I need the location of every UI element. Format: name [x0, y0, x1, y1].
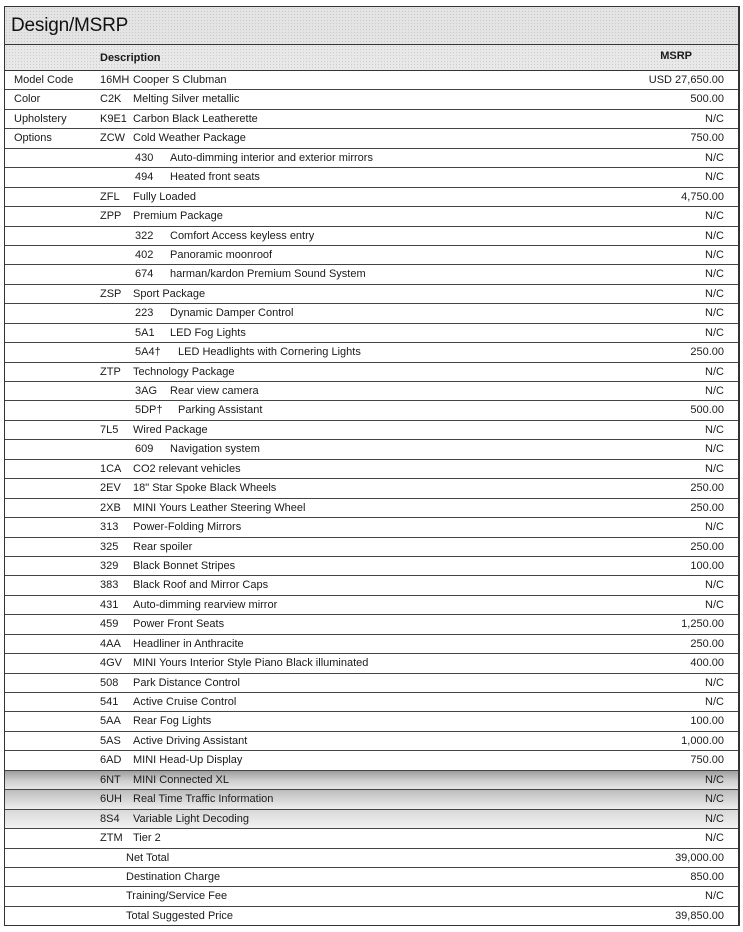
row-option-code: 5AS: [100, 734, 121, 747]
table-row: [5, 576, 738, 595]
row-option-code: 4AA: [100, 637, 121, 650]
row-description: 18" Star Spoke Black Wheels: [133, 482, 277, 495]
row-msrp: 750.00: [690, 754, 724, 767]
table-row: [5, 712, 738, 731]
table-row: [5, 810, 738, 829]
row-option-code: ZTM: [100, 832, 123, 845]
row-option-code: 494: [135, 171, 154, 184]
row-msrp: N/C: [705, 268, 724, 281]
row-msrp: 250.00: [690, 540, 724, 553]
row-option-code: 329: [100, 559, 119, 572]
total-label: Total Suggested Price: [126, 909, 234, 922]
row-description: Rear spoiler: [133, 540, 193, 553]
row-msrp: N/C: [705, 385, 724, 397]
row-msrp: N/C: [705, 171, 724, 184]
table-row: [5, 421, 738, 440]
table-row: [5, 285, 738, 304]
row-description: MINI Yours Leather Steering Wheel: [133, 501, 306, 514]
table-row: [5, 596, 738, 615]
row-description: MINI Yours Interior Style Piano Black illuminated: [133, 657, 369, 670]
row-description: Park Distance Control: [133, 676, 240, 689]
row-option-code: 16MH: [100, 74, 130, 86]
page-title: Design/MSRP: [11, 14, 129, 36]
row-option-code: 674: [135, 268, 154, 281]
table-row: [5, 460, 738, 479]
row-category: Color: [14, 93, 41, 106]
row-msrp: 500.00: [690, 404, 724, 417]
row-description: Real Time Traffic Information: [133, 793, 274, 806]
row-description: Carbon Black Leatherette: [133, 112, 258, 125]
row-option-code: 2EV: [100, 482, 121, 495]
row-msrp: 250.00: [690, 482, 724, 495]
row-option-code: 322: [135, 229, 154, 242]
row-msrp: N/C: [705, 793, 724, 806]
row-option-code: 431: [100, 598, 119, 611]
row-msrp: 1,000.00: [681, 734, 724, 747]
row-description: Tier 2: [133, 832, 161, 845]
row-msrp: N/C: [705, 598, 724, 611]
table-row: [5, 129, 738, 148]
row-option-code: 6UH: [100, 793, 123, 806]
row-option-code: ZPP: [100, 210, 122, 223]
table-row: [5, 188, 738, 207]
row-option-code: 325: [100, 540, 119, 553]
column-header-description: Description: [100, 52, 161, 64]
row-msrp: N/C: [705, 423, 724, 436]
column-header-row: [5, 45, 738, 71]
row-description: Heated front seats: [170, 171, 260, 184]
row-description: Technology Package: [133, 365, 235, 378]
row-option-code: 3AG: [135, 385, 158, 397]
table-row: [5, 615, 738, 634]
row-option-code: 541: [100, 696, 119, 708]
table-row: [5, 499, 738, 518]
table-row: [5, 693, 738, 712]
row-msrp: N/C: [705, 229, 724, 242]
row-category: Model Code: [14, 74, 74, 86]
row-option-code: 609: [135, 443, 154, 456]
row-description: MINI Connected XL: [133, 773, 229, 786]
row-msrp: N/C: [705, 579, 724, 592]
row-option-code: 402: [135, 248, 154, 261]
total-msrp: 850.00: [690, 870, 724, 883]
table-row: [5, 363, 738, 382]
table-row: [5, 829, 738, 848]
total-label: Destination Charge: [126, 870, 221, 883]
table-row: [5, 732, 738, 751]
line-items: [5, 71, 738, 925]
table-row: [5, 654, 738, 673]
row-description: Comfort Access keyless entry: [170, 229, 315, 242]
row-option-code: 313: [100, 521, 119, 534]
table-row: [5, 90, 738, 109]
row-option-code: ZFL: [100, 190, 120, 203]
row-msrp: N/C: [705, 832, 724, 845]
table-row: [5, 538, 738, 557]
row-description: Active Driving Assistant: [133, 734, 248, 747]
row-description: Dynamic Damper Control: [170, 307, 294, 320]
row-msrp: N/C: [705, 112, 724, 125]
row-option-code: C2K: [100, 93, 122, 106]
table-row: [5, 343, 738, 362]
row-option-code: 5A4†: [135, 346, 161, 359]
total-msrp: N/C: [705, 890, 724, 903]
total-row: [5, 887, 738, 906]
row-msrp: N/C: [705, 812, 724, 825]
row-option-code: 383: [100, 579, 119, 592]
row-description: Parking Assistant: [178, 404, 263, 417]
table-row: [5, 557, 738, 576]
row-description: Cold Weather Package: [133, 132, 246, 145]
row-category: Options: [14, 132, 52, 145]
row-option-code: ZCW: [100, 132, 126, 145]
row-description: Variable Light Decoding: [133, 812, 249, 825]
row-description: Rear view camera: [170, 385, 259, 397]
row-option-code: 430: [135, 151, 154, 164]
row-msrp: 250.00: [690, 346, 724, 359]
total-row: [5, 868, 738, 887]
table-row: [5, 71, 738, 90]
row-msrp: N/C: [705, 696, 724, 708]
total-msrp: 39,850.00: [675, 909, 724, 922]
row-category: Upholstery: [14, 112, 67, 125]
row-option-code: ZSP: [100, 287, 122, 300]
row-option-code: 4GV: [100, 657, 123, 670]
total-label: Training/Service Fee: [126, 890, 228, 903]
row-option-code: 223: [135, 307, 154, 320]
table-row: [5, 382, 738, 401]
table-row: [5, 304, 738, 323]
row-option-code: 1CA: [100, 462, 122, 475]
row-description: CO2 relevant vehicles: [133, 462, 241, 475]
table-row: [5, 401, 738, 420]
row-description: Panoramic moonroof: [170, 248, 273, 261]
table-row: [5, 440, 738, 459]
row-description: Rear Fog Lights: [133, 715, 212, 728]
row-description: Fully Loaded: [133, 190, 196, 203]
table-row: [5, 110, 738, 129]
table-row: [5, 790, 738, 809]
msrp-sheet: [4, 6, 740, 926]
row-description: LED Headlights with Cornering Lights: [178, 346, 361, 359]
row-msrp: 4,750.00: [681, 190, 724, 203]
row-description: Wired Package: [133, 423, 208, 436]
row-option-code: K9E1: [100, 112, 127, 125]
row-option-code: 8S4: [100, 812, 120, 825]
row-description: Cooper S Clubman: [133, 74, 227, 86]
table-row: [5, 207, 738, 226]
table-row: [5, 324, 738, 343]
row-msrp: N/C: [705, 307, 724, 320]
row-msrp: 750.00: [690, 132, 724, 145]
table-row: [5, 149, 738, 168]
title-band: [5, 7, 738, 45]
row-description: Black Bonnet Stripes: [133, 559, 236, 572]
row-msrp: N/C: [705, 462, 724, 475]
row-msrp: 100.00: [690, 559, 724, 572]
row-msrp: N/C: [705, 326, 724, 339]
table-row: [5, 635, 738, 654]
row-msrp: 250.00: [690, 501, 724, 514]
row-msrp: USD 27,650.00: [648, 74, 724, 86]
table-row: [5, 479, 738, 498]
row-description: Melting Silver metallic: [133, 93, 240, 106]
column-header-msrp: MSRP: [660, 50, 692, 62]
row-option-code: 6AD: [100, 754, 122, 767]
row-description: Active Cruise Control: [133, 696, 237, 708]
total-row: [5, 907, 738, 925]
table-row: [5, 265, 738, 284]
row-option-code: 5AA: [100, 715, 121, 728]
row-description: MINI Head-Up Display: [133, 754, 243, 767]
row-option-code: 6NT: [100, 773, 121, 786]
row-option-code: 459: [100, 618, 119, 631]
row-description: LED Fog Lights: [170, 326, 246, 339]
row-option-code: 7L5: [100, 423, 119, 436]
row-msrp: N/C: [705, 248, 724, 261]
row-description: Sport Package: [133, 287, 206, 300]
row-option-code: ZTP: [100, 365, 121, 378]
table-row: [5, 518, 738, 537]
row-msrp: 100.00: [690, 715, 724, 728]
row-description: Power-Folding Mirrors: [133, 521, 242, 534]
row-msrp: N/C: [705, 676, 724, 689]
row-description: Black Roof and Mirror Caps: [133, 579, 269, 592]
row-msrp: 400.00: [690, 657, 724, 670]
row-description: Auto-dimming interior and exterior mirrors: [170, 151, 373, 164]
table-row: [5, 227, 738, 246]
row-description: Auto-dimming rearview mirror: [133, 598, 278, 611]
row-option-code: 5DP†: [135, 404, 163, 417]
table-row: [5, 246, 738, 265]
row-msrp: 1,250.00: [681, 618, 724, 631]
table-row: [5, 168, 738, 187]
table-row: [5, 674, 738, 693]
row-msrp: N/C: [705, 521, 724, 534]
row-description: harman/kardon Premium Sound System: [170, 268, 366, 281]
row-msrp: 250.00: [690, 637, 724, 650]
row-description: Headliner in Anthracite: [133, 637, 244, 650]
row-description: Premium Package: [133, 210, 223, 223]
row-msrp: N/C: [705, 443, 724, 456]
row-option-code: 2XB: [100, 501, 121, 514]
row-description: Power Front Seats: [133, 618, 225, 631]
row-option-code: 5A1: [135, 326, 155, 339]
row-msrp: N/C: [705, 773, 724, 786]
total-row: [5, 849, 738, 868]
table-row: [5, 771, 738, 790]
total-label: Net Total: [126, 851, 170, 864]
row-msrp: 500.00: [690, 93, 724, 106]
table-row: [5, 751, 738, 770]
row-msrp: N/C: [705, 151, 724, 164]
row-option-code: 508: [100, 676, 119, 689]
row-description: Navigation system: [170, 443, 260, 456]
row-msrp: N/C: [705, 365, 724, 378]
row-msrp: N/C: [705, 287, 724, 300]
total-msrp: 39,000.00: [675, 851, 724, 864]
row-msrp: N/C: [705, 210, 724, 223]
